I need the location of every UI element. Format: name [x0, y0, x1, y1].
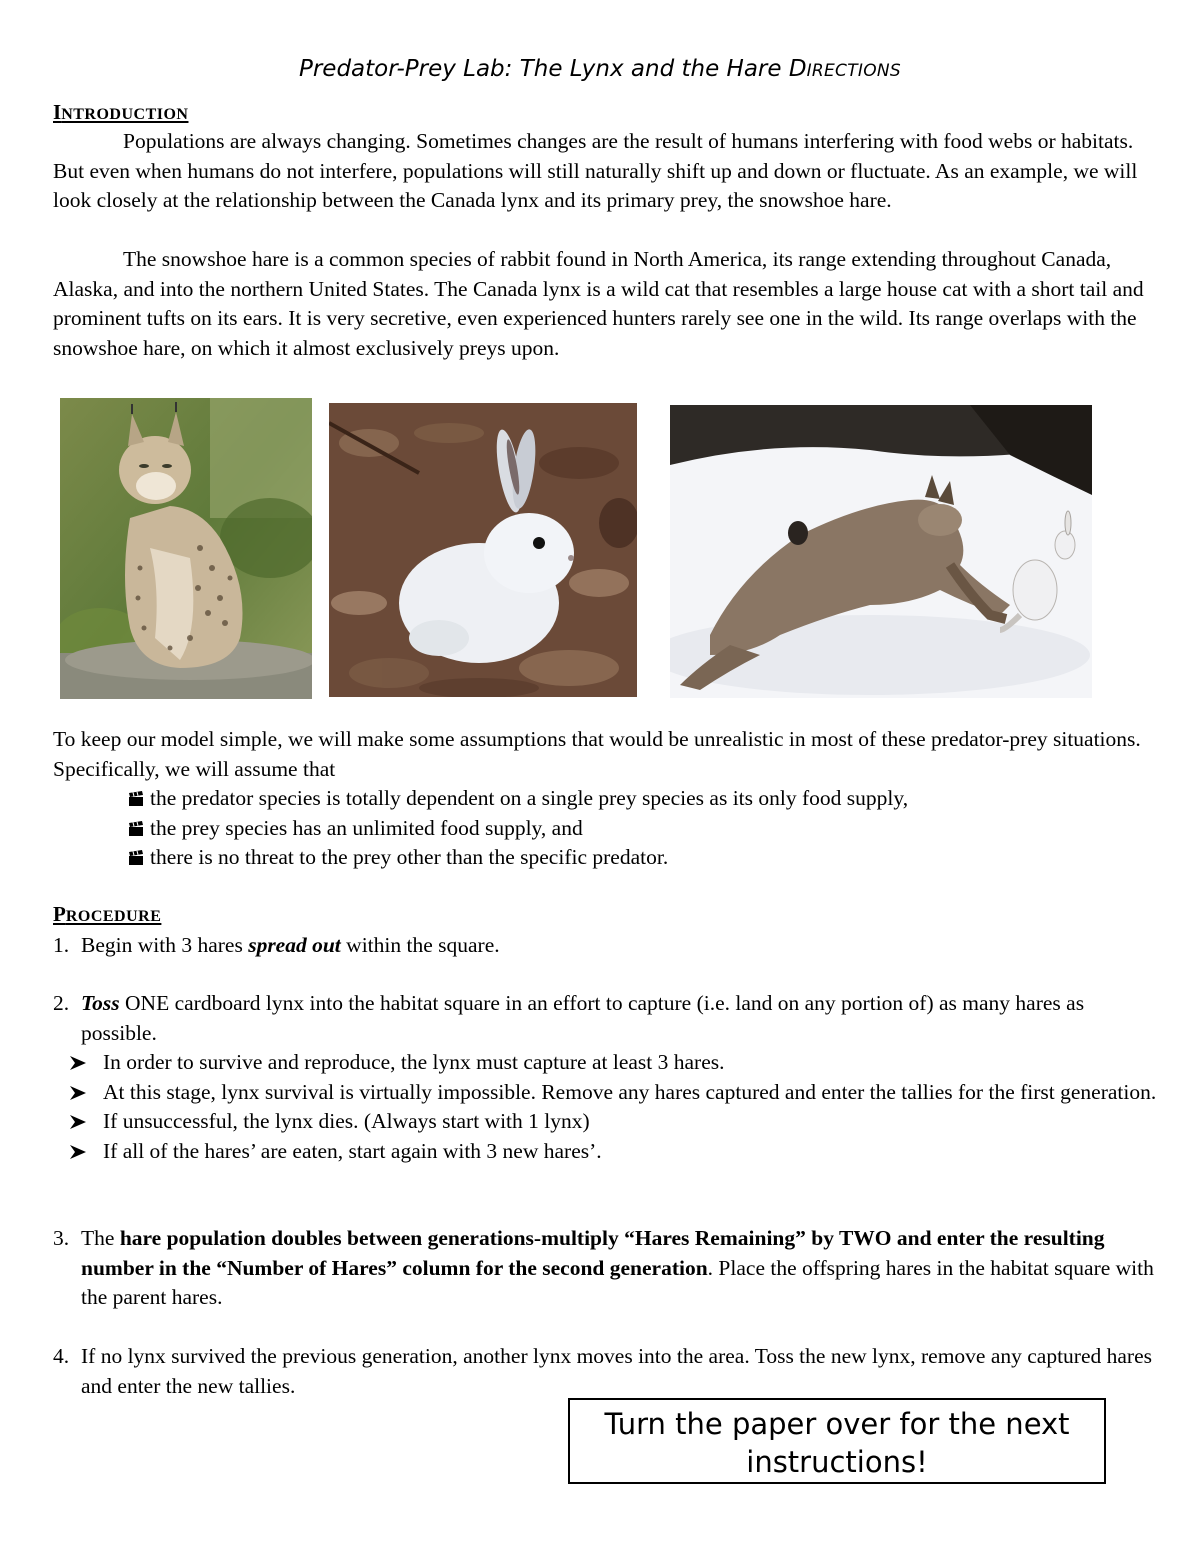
procedure-heading-initial: P	[53, 902, 66, 926]
procedure-heading-rest: ROCEDURE	[65, 908, 162, 925]
arrowhead-bullet-icon	[69, 1055, 87, 1071]
notice-line-1: Turn the paper over for the next	[604, 1407, 1070, 1441]
title-main: Predator-Prey Lab: The Lynx and the Hare	[298, 56, 789, 82]
introduction-heading-rest: NTRODUCTION	[61, 106, 189, 123]
turn-over-notice-box	[568, 1398, 1106, 1484]
clapperboard-bullet-icon	[128, 850, 144, 866]
assumption-item: there is no threat to the prey other than the specific predator.	[128, 843, 1128, 873]
step-number: 4.	[53, 1344, 70, 1368]
arrowhead-bullet-icon	[69, 1114, 87, 1130]
lynx-sitting-image	[60, 398, 312, 699]
step-number: 3.	[53, 1226, 70, 1250]
clapperboard-bullet-icon	[128, 791, 144, 807]
step2-bullet-item: In order to survive and reproduce, the lynx must capture at least 3 hares.	[69, 1048, 1159, 1078]
introduction-heading	[53, 100, 188, 125]
procedure-step-1: 1. Begin with 3 hares spread out within the square.	[53, 931, 1163, 961]
step2-bullets	[69, 1048, 1159, 1166]
introduction-heading-initial: I	[53, 100, 62, 124]
procedure-step-4: 4. If no lynx survived the previous generation, another lynx moves into the area. Toss the new lynx, remove any captured hares and enter the new tallies.	[53, 1344, 1153, 1398]
introduction-paragraph-2: The snowshoe hare is a common species of rabbit found in North America, its range extending throughout Canada, Alaska, and into the northern United States. The Canada lynx is a wild cat that resembles a large house cat with a short tail and prominent tufts on its ears. It is very secretive, even experienced hunters rarely see one in the wild. Its range overlaps with the snowshoe hare, on which it almost exclusively preys upon.	[53, 247, 1144, 360]
assumptions-list	[128, 784, 1128, 873]
lynx-chasing-hare-photo	[670, 405, 1092, 698]
step1-emphasis: spread out	[248, 933, 341, 957]
notice-line-2: instructions!	[746, 1445, 928, 1479]
step2-emphasis: Toss	[81, 991, 120, 1015]
snowshoe-hare-photo	[329, 403, 637, 697]
step-number: 2.	[53, 991, 70, 1015]
clapperboard-bullet-icon	[128, 821, 144, 837]
assumption-item: the prey species has an unlimited food supply, and	[128, 814, 1128, 844]
arrowhead-bullet-icon	[69, 1144, 87, 1160]
step2-bullet-item: If unsuccessful, the lynx dies. (Always start with 1 lynx)	[69, 1107, 1159, 1137]
assumptions-intro: To keep our model simple, we will make some assumptions that would be unrealistic in most of these predator-prey situations. Specifically, we will assume that	[53, 727, 1141, 781]
step3-bold-instruction: hare population doubles between generations-multiply “Hares Remaining” by TWO and enter the resulting number in the “Number of Hares” column for the second generation	[81, 1226, 1105, 1280]
introduction-paragraph-1: Populations are always changing. Sometimes changes are the result of humans interfering with food webs or habitats. But even when humans do not interfere, populations will still naturally shift up and down or fluctuate. As an example, we will look closely at the relationship between the Canada lynx and its primary prey, the snowshoe hare.	[53, 129, 1138, 212]
procedure-step-2: 2. Toss ONE cardboard lynx into the habitat square in an effort to capture (i.e. land on any portion of) as many hares as possible.	[53, 991, 1085, 1045]
assumption-item: the predator species is totally dependent on a single prey species as its only food supply,	[128, 784, 1128, 814]
step2-bullet-item: If all of the hares’ are eaten, start again with 3 new hares’.	[69, 1137, 1159, 1167]
arrowhead-bullet-icon	[69, 1085, 87, 1101]
lynx-chasing-hare-image	[670, 405, 1092, 698]
snowshoe-hare-image	[329, 403, 637, 697]
step-number: 1.	[53, 933, 70, 957]
step2-bullet-item: At this stage, lynx survival is virtually impossible. Remove any hares captured and enter the tallies for the first generation.	[69, 1078, 1159, 1108]
title-d-initial: D	[788, 56, 807, 82]
lynx-sitting-photo	[60, 398, 312, 699]
title-d-rest: IRECTIONS	[806, 61, 902, 81]
page-title	[0, 56, 1200, 82]
procedure-heading	[53, 902, 161, 927]
procedure-step-3: 3. The hare population doubles between generations-multiply “Hares Remaining” by TWO and enter the resulting number in the “Number of Hares” column for the second generation. Place the offspring hares in the habitat square with the parent hares.	[53, 1226, 1154, 1309]
